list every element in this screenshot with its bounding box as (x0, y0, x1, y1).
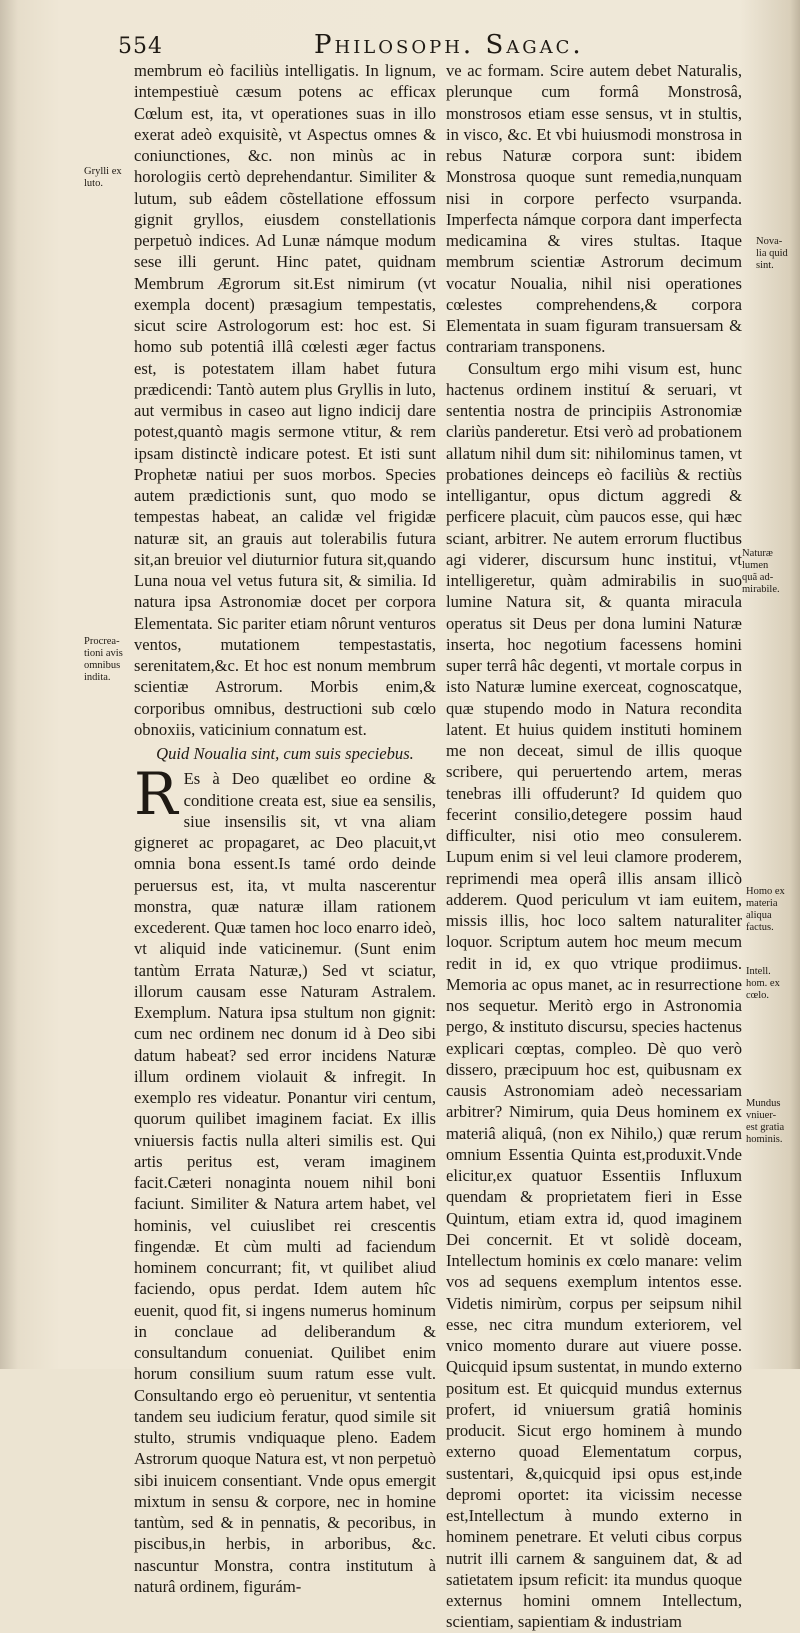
margin-note-procreatio: Procrea- tioni avis omnibus indita. (84, 636, 123, 683)
left-paragraph-2 (134, 760, 436, 1597)
right-column (446, 60, 742, 1633)
page-number: 554 (118, 34, 163, 59)
left-paragraph-2-text: Es à Deo quælibet eo ordine & conditione creata est, siue ea sensilis, siue insensilis sit, vt vna aliam gigneret ac propagaret, ac Deo placuit,vt omnia bona essent.Is tamé ordo deinde peruersus est, ita, vt multa nascerentur monstra, quæ naturæ illam rationem excederent. Quæ tamen hoc loco enarro ideò, vt aliquid inde vaticinemur. (Sunt enim tantùm Errata Naturæ,) Sed vt sciatur, illorum causam esse Naturam Astralem. Exemplum. Natura ipsa stultum non gignit: cum nec ordinem nec donum id à Deo sibi datum habeat? sed error incidens Naturæ illum ordinem violauit & infregit. In exemplo res videatur. Ponantur viri centum, quorum quilibet imaginem faciat. Ex illis vniuersis factis nulla alteri similis est. Qui artis peritus est, veram imaginem facit.Cæteri nonaginta nouem nihil boni faciunt. Similiter & Natura artem habet, vel hominis, vel cuiuslibet rei crescentis fingendæ. Et cùm multi ad faciendum hominem concurrant; fit, vt quilibet aliud faciendo, opus perdat. Idem autem hîc euenit, quod fit, si ingens numerus hominum in conclaue ad deliberandum & consultandum conueniat. Quilibet enim horum consilium suum ratum esse vult. Consultando ergo eò peruenitur, vt sententia tandem seu iudicium feratur, quod simile sit stulto, strumis vndiquaque pleno. Eadem Astrorum quoque Natura est, vt non perpetuò sibi inuicem consentiant. Vnde opus emergit mixtum in sensu & corpore, nec in homine tantùm, sed & in pennatis, & pecoribus, in piscibus,in herbis, in arboribus, &c. nascuntur Monstra, contra institutum à naturâ ordinem, figurám- (134, 769, 436, 1596)
section-heading: Quid Noualia sint, cum suis speciebus. (156, 744, 414, 763)
running-title: Philosoph. Sagac. (314, 30, 584, 60)
left-paragraph-1: membrum eò faciliùs intelligatis. In lignum, intempestiuè cæsum potens ac efficax Cœlum est, ita, vt operationes suas in illo exerat adeò exquisitè, vt Aspectus omnes & coniunctiones, &c. non minùs ac in horologiis certò deprehendantur. Similiter & lutum, sub eâdem cõstellatione effossum gignit gryllos, eiusdem constellationis perpetuò indices. Ad Lunæ námque modum sese illi gerunt. Hinc patet, quidnam Membrum Ægrorum sit.Est nimirum (vt exempla docent) præsagium tempestatis, sicut scire Astrologorum est: hoc est. Si homo sub potentiâ illâ cœlesti æger factus est, is potestatem illam habet futura prædicendi: Tantò autem plus Gryllis in luto, aut vermibus in caseo aut ligno indicij dare potest,quantò magis sermone vtitur, & rem ipsam distinctè indicare potest. Et isti sunt Prophetæ natiui per suos morbos. Species autem prædictionis sunt, quo modo se tempestas habeat, an calidæ vel frigidæ naturæ sit, an grauis aut tolerabilis futura sit,an breuior vel diuturnior futura sit,quando Luna noua vel vetus futura sit, & similia. Id natura ipsa Astronomiæ docet per corpora Elementata. Sic pariter etiam nôrunt venturos ventos, mutationem tempestastatis, serenitatem,&c. Et hoc est nonum membrum scientiæ Astrorum. Morbis enim,& corporibus omnibus, destructioni sub cœlo obnoxiis, vaticinium connatum est. (134, 61, 436, 739)
margin-note-noualia: Nova- lia quid sint. (756, 236, 788, 271)
right-paragraph-1: ve ac formam. Scire autem debet Naturalis, plerunque cum formâ Monstrosâ, monstrosos etiam esse sensus, vt in stultis, in visco, &c. Et vbi huiusmodi monstrosa in rebus Naturæ corpora sunt: ibidem Monstrosa quoque sunt remedia,nunquam nisi in corpore perfecto vsurpanda. Imperfecta námque corpora dant imperfecta medicamina & vires stultas. Itaque membrum scientiæ Astrorum decimum vocatur Noualia, nihil nisi operationes cœlestes comprehendens,& corpora Elementata in suam figuram transuersam & contrariam transponens. (446, 61, 742, 357)
right-paragraph-2: Consultum ergo mihi visum est, hunc hactenus ordinem instituí & seruari, vt sententia nostra de principiis Astronomiæ clariùs panderetur. Etsi verò ad probationem allatum nihil dum sit: nihilominus tamen, vt probationes deinceps eò faciliùs & rectiùs intelligantur, opus dictum aggredi & perficere placuit, cùm paucos esse, qui hæc sciant, arbitrer. Ne autem errorum fluctibus agi viderer, discursum hunc institui, vt intelligeretur, quàm admirabilis in suo lumine Natura sit, & quanta miracula operatus sit Deus per dona lumini Naturæ inserta, hoc negotium facessens homini super terrâ hâc degenti, vt mortale corpus in isto Naturæ lumine exerceat, cognoscatque, quæ stupendo modo in Natura recondita latent. Et huius quidem instituti hominem me non deceat, simul de illis quoque scribere, qui peruertendo artem, meras tenebras illi offuderunt? Id quidem quo fecerint consilio,detegere possim haud difficulter, nisi otio meo consulerem. Lupum enim si vel leui clamore proderem, reprimendi mea operâ illis ansam illicò adderem. Quod periculum vt iam euitem, missis illis, hoc loco saltem naturaliter loquor. Scriptum autem hoc meum mecum redit in id, ex quo vtrique prodiimus. Memoria ac opus manet, ac in resurrectione nos sequetur. Meritò ergo in Astronomia pergo, & instituto discursu, species hactenus explicari cœptas, compleo. Dè quo verò dissero, præcipuum hoc est, quibusnam ex causis Astronomiam adeò necessariam arbitrer? Nimirum, quia Deus hominem ex materiâ aliquâ, (non ex Nihilo,) quæ rerum omnium Essentia Quinta est,produxit.Vnde elicitur,ex quatuor Essentiis Influxum quendam & proprietatem fieri in Esse Quintum, etiam extra id, quod imaginem Dei concernit. Et vt solidè doceam, Intellectum hominis ex cœlo manare: velim vos ad sequens exemplum intentos esse. Videtis nimirùm, corpus per seipsum nihil esse, nec citra mundum exteriorem, vel vnico momento durare aut viuere posse. Quicquid ipsum sustentat, in mundo externo positum est. Et quicquid mundus externus profert, id vniuersum gratiâ hominis producit. Sicut ergo hominem à mundo externo quoad Elementatum corpus, sustentari, &,quicquid ipsi opus est,inde depromi oportet: ita vicissim necesse est,Intellectum à mundo externo in hominem penetrare. Et veluti cibus corpus nutrit illi carnem & sanguinem dat, & ad satietatem ipsum reficit: ita mundus quoque externus homini omnem Intellectum, scientiam, sapientiam & industriam (446, 358, 742, 1632)
margin-note-homo-ex-materia: Homo ex materia aliqua factus. (746, 886, 785, 933)
left-column (134, 60, 436, 1597)
margin-note-mundus: Mundus vniuer- est gratia hominis. (746, 1098, 785, 1145)
drop-cap: R (134, 760, 178, 829)
margin-note-grylli: Grylli ex luto. (84, 166, 122, 189)
margin-note-naturae-lumen: Naturæ lumen quã ad- mirabile. (742, 548, 780, 595)
margin-note-intellectus: Intell. hom. ex cœlo. (746, 966, 780, 1001)
